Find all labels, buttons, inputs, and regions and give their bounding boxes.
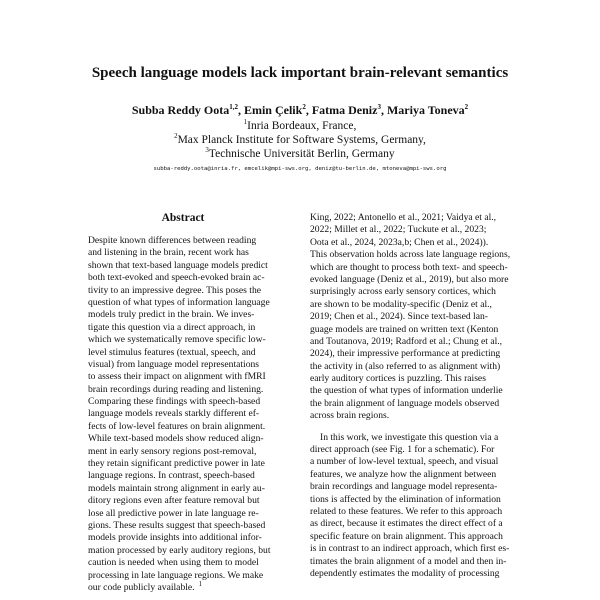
paragraph-gap [310, 423, 550, 432]
text-line: across brain regions. [310, 410, 390, 422]
affiliation: $^3$Technische Universität Berlin, Germany [205, 146, 395, 160]
text-line: as direct, because it estimates the direct effect of a [310, 518, 503, 530]
text-line: and listening in the brain, recent work has [88, 247, 249, 259]
text-line: In this work, we investigate this question via a [320, 431, 499, 443]
text-line: shown that text-based language models predict [88, 259, 268, 271]
text-line: caution is needed when using them to model [88, 557, 259, 569]
text-line: lose all predictive power in late language re- [88, 507, 259, 519]
text-line: ment in early sensory regions post-removal, [88, 445, 257, 457]
text-line: processing in late language regions. We make [88, 569, 264, 581]
abstract-body [88, 235, 286, 594]
text-line: Oota et al., 2024, 2023a,b; Chen et al., 2024)). [310, 236, 489, 248]
text-line: brain recordings and language model representa- [310, 481, 498, 493]
footnote-marker[interactable]: 1 [198, 579, 203, 588]
text-line: timates the brain alignment of a model and then in- [310, 555, 507, 567]
affiliation: $^2$Max Planck Institute for Software Systems, Germany, [174, 132, 426, 146]
text-line: related to these features. We refer to this approach [310, 505, 503, 517]
text-line: models maintain strong alignment in early au- [88, 482, 265, 494]
text-line: brain recordings during reading and listening. [88, 383, 264, 395]
text-line: This observation holds across late language regions, [310, 249, 511, 261]
author-emails: subba-reddy.oota@inria.fr, emcelik@mpi-sws.org, deniz@tu-berlin.de, mtoneva@mpi-sws.org [153, 166, 447, 172]
text-line: gions. These results suggest that speech-based [88, 519, 266, 531]
text-line: King, 2022; Antonello et al., 2021; Vaidya et al., [310, 212, 497, 223]
author: Emin Çelik$^2$, [243, 103, 312, 117]
author-list [40, 103, 560, 118]
text-line: models provide insights into additional infor- [88, 532, 262, 544]
text-line: dependently estimates the modality of processing [310, 567, 500, 579]
author: Mariya Toneva$^2$ [386, 103, 469, 117]
text-line: which we systematically remove specific low- [88, 334, 266, 346]
text-line: is in contrast to an indirect approach, which first es- [310, 543, 510, 555]
text-line: language regions. In contrast, speech-based [88, 470, 255, 482]
text-line: are shown to be modality-specific (Deniz et al., [310, 298, 492, 310]
affiliation: $^1$Inria Bordeaux, France, [243, 118, 357, 132]
text-line: question of what types of information language [88, 296, 270, 308]
text-line: Despite known differences between reading [88, 235, 257, 246]
text-line: a number of low-level textual, speech, and visual [310, 456, 499, 468]
text-line: 2024), their impressive performance at predicting [310, 348, 501, 360]
text-line: features, we analyze how the alignment between [310, 468, 497, 480]
text-line: they retain significant predictive power in late [88, 458, 265, 470]
text-line: surprisingly across early sensory cortices, which [310, 286, 496, 298]
text-line: 2019; Chen et al., 2024). Since text-based lan- [310, 311, 488, 323]
text-line: Comparing these findings with speech-based [88, 396, 261, 408]
text-line: direct approach (see Fig. 1 for a schematic). For [310, 444, 495, 456]
text-line: evoked language (Deniz et al., 2019), but also more [310, 273, 509, 285]
text-line: fects of low-level features on brain alignment. [88, 420, 266, 432]
text-line: tivity to an impressive degree. This poses the [88, 284, 262, 296]
text-line: tigate this question via a direct approach, in [88, 321, 256, 333]
text-line: ditory regions even after feature removal but [88, 495, 260, 507]
text-line: the activity in (also referred to as alignment with) [310, 360, 501, 372]
text-line: mation processed by early auditory regions, but [88, 544, 271, 556]
text-line: the question of what types of information underlie [310, 385, 503, 397]
text-line: specific feature on brain alignment. This approach [310, 530, 503, 542]
abstract-heading: Abstract [161, 212, 205, 224]
text-line: guage models are trained on written text (Kenton [310, 323, 499, 335]
author: Subba Reddy Oota$^{1,2}$, [131, 103, 244, 117]
text-line: which are thought to process both text- and speech- [310, 261, 508, 273]
text-line: the brain alignment of language models observed [310, 397, 500, 409]
affiliation-list [40, 119, 560, 161]
text-line: While text-based models show reduced align- [88, 433, 264, 445]
text-line: models truly predict in the brain. We inves- [88, 309, 255, 321]
text-line: level stimulus features (textual, speech, and [88, 346, 256, 358]
text-line: 2022; Millet et al., 2022; Tuckute et al., 2023; [310, 224, 487, 236]
text-line: to assess their impact on alignment with fMRI [88, 371, 266, 383]
author: Fatma Deniz$^3$, [311, 103, 387, 117]
intro-body [310, 212, 550, 580]
text-line: and Toutanova, 2019; Radford et al.; Chung et al., [310, 335, 503, 347]
text-line: language models reveals starkly different ef- [88, 408, 260, 420]
text-line: early auditory cortices is puzzling. This raises [310, 373, 486, 385]
text-line: both text-evoked and speech-evoked brain ac- [88, 272, 265, 284]
text-line: our code publicly available. $^1$ [88, 579, 203, 593]
text-line: visual) from language model representations [88, 358, 260, 370]
paper-title: Speech language models lack important brain-relevant semantics [91, 65, 509, 81]
text-line: tions is affected by the elimination of information [310, 493, 501, 505]
